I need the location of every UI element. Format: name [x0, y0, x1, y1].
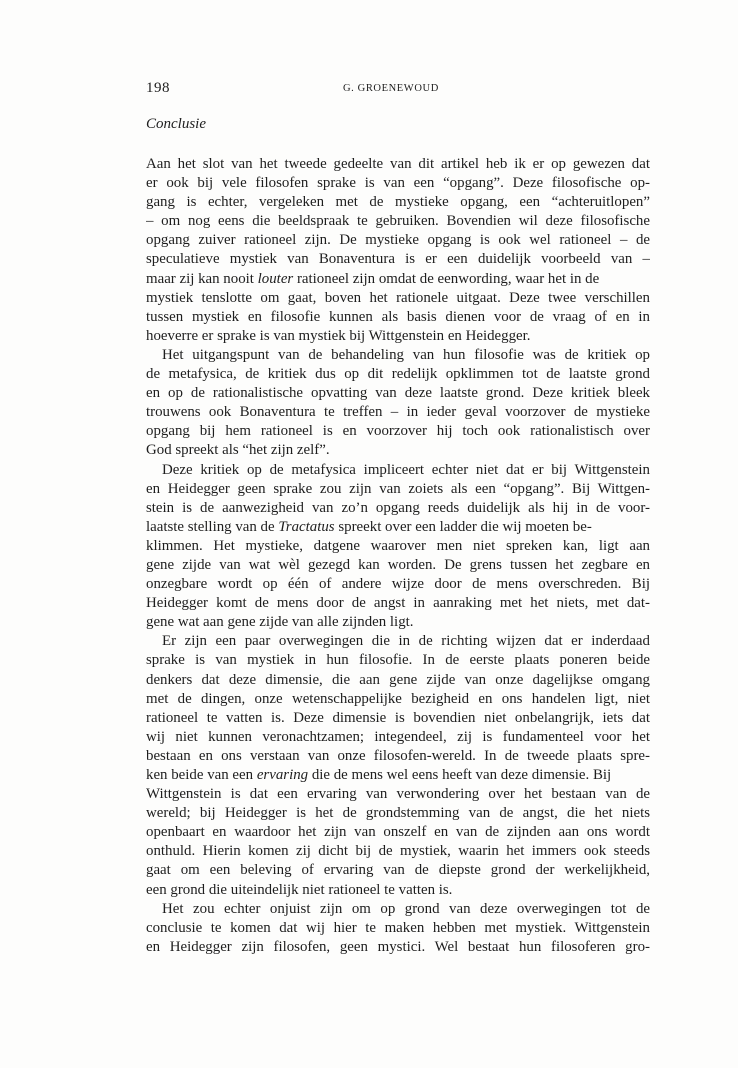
text-line: gene zijde van wat wèl gezegd kan worden. De grens tussen het zegbare en: [146, 556, 650, 573]
paragraph-1: [146, 155, 650, 346]
text-line: conclusie te komen dat wij hier te maken hebben met mystiek. Wittgenstein: [146, 919, 650, 936]
text-line: met de dingen, onze wetenschappelijke bezigheid en ons handelen ligt, niet: [146, 690, 650, 707]
text-line: – om nog eens die beeldspraak te gebruiken. Bovendien wil deze filosofische: [146, 213, 650, 230]
text-line: openbaart en waardoor het zijn van onszelf en van de zijnden aan ons wordt: [146, 824, 650, 841]
text-line: mystiek tenslotte om gaat, boven het rationele uitgaat. Deze twee verschillen: [146, 289, 650, 306]
text-line: Wittgenstein is dat een ervaring van verwondering over het bestaan van de: [146, 786, 650, 803]
emphasis-louter: louter: [257, 270, 294, 287]
text-line: [146, 766, 650, 785]
line-text: rationeel zijn omdat de eenwording, waar het in de: [293, 270, 600, 287]
page-number: 198: [146, 80, 170, 96]
line-text: maar zij kan nooit: [146, 270, 258, 287]
line-text: ken beide van een: [146, 767, 257, 783]
text-line: stein is de aanwezigheid van zo’n opgang reeds duidelijk als hij in de voor-: [146, 499, 650, 516]
text-line: en Heidegger geen sprake zou zijn van zoiets als een “opgang”. Bij Wittgen-: [146, 480, 650, 497]
text-line: hoeverre er sprake is van mystiek bij Wittgenstein en Heidegger.: [146, 327, 531, 344]
running-head: G. GROENEWOUD: [343, 83, 439, 94]
text-line: de metafysica, de kritiek dus op dit redelijk opklimmen tot de laatste grond: [146, 366, 650, 383]
text-line: gang is echter, vergeleken met de mystieke opgang, een “achteruitlopen”: [146, 194, 650, 211]
text-line: speculatieve mystiek van Bonaventura is er een duidelijk voorbeeld van –: [146, 251, 650, 268]
text-line: een grond die uiteindelijk niet rationeel te vatten is.: [146, 881, 453, 898]
text-line: bestaan en ons verstaan van onze filosofen-wereld. In de tweede plaats spre-: [146, 747, 650, 764]
text-line: en Heidegger zijn filosofen, geen mystici. Wel bestaat hun filosoferen gro-: [146, 938, 650, 955]
text-line: Het uitgangspunt van de behandeling van hun filosofie was de kritiek op: [162, 346, 650, 363]
text-line: klimmen. Het mystieke, datgene waarover men niet spreken kan, ligt aan: [146, 537, 650, 554]
text-line: [146, 270, 650, 289]
text-line: denkers dat deze dimensie, die aan gene zijde van onze dagelijkse omgang: [146, 671, 650, 688]
paragraph-2: [146, 346, 650, 461]
text-line: gaat om een beleving of ervaring van de diepste grond der werkelijkheid,: [146, 862, 650, 879]
line-text: laatste stelling van de: [146, 518, 279, 535]
text-line: Aan het slot van het tweede gedeelte van dit artikel heb ik er op gewezen dat: [146, 156, 650, 172]
line-text: spreekt over een ladder die wij moeten be-: [334, 518, 592, 535]
section-title: Conclusie: [146, 116, 206, 132]
text-line: er ook bij vele filosofen sprake is van een “opgang”. Deze filosofische op-: [146, 175, 650, 192]
text-line: gene wat aan gene zijde van alle zijnden ligt.: [146, 614, 414, 631]
emphasis-tractatus: Tractatus: [278, 518, 335, 535]
text-line: onzegbare wordt op één of andere wijze door de mens overschreden. Bij: [146, 576, 650, 593]
paragraph-4: [146, 632, 650, 899]
body-text: [146, 155, 650, 957]
text-line: rationeel te vatten is. Deze dimensie is bovendien niet onbelangrijk, iets dat: [146, 709, 650, 726]
emphasis-ervaring: ervaring: [256, 767, 309, 783]
text-line: [146, 518, 650, 537]
paragraph-5: [146, 900, 650, 957]
line-text: die de mens wel eens heeft van deze dimensie. Bij: [308, 767, 612, 783]
text-line: Heidegger komt de mens door de angst in aanraking met het niets, met dat-: [146, 595, 650, 612]
text-line: opgang zuiver rationeel zijn. De mystieke opgang is ook wel rationeel – de: [146, 232, 650, 249]
text-line: opgang bij hem rationeel is en voorzover hij toch ook rationalistisch over: [146, 423, 650, 440]
paragraph-3: [146, 461, 650, 633]
text-line: trouwens ook Bonaventura te treffen – in ieder geval voorzover de mystieke: [146, 404, 650, 421]
text-line: tussen mystiek en filosofie kunnen als basis dienen voor de vraag of en in: [146, 308, 650, 325]
text-line: sprake is van mystiek in hun filosofie. In de eerste plaats poneren beide: [146, 652, 650, 669]
text-line: Er zijn een paar overwegingen die in de richting wijzen dat er inderdaad: [162, 633, 650, 650]
text-line: God spreekt als “het zijn zelf”.: [146, 442, 330, 459]
text-line: Deze kritiek op de metafysica impliceert echter niet dat er bij Wittgenstein: [162, 461, 650, 478]
text-line: Het zou echter onjuist zijn om op grond van deze overwegingen tot de: [162, 900, 650, 917]
page-header: [146, 80, 650, 100]
text-line: wereld; bij Heidegger is het de grondstemming van de angst, die het niets: [146, 805, 650, 822]
text-line: onthuld. Hierin komen zij dicht bij de mystiek, waarin het immers ook steeds: [146, 843, 650, 860]
text-line: wij niet kunnen veronachtzamen; integendeel, zij is fundamenteel voor het: [146, 728, 650, 745]
text-line: en op de rationalistische opvatting van deze laatste grond. Deze kritiek bleek: [146, 385, 650, 402]
